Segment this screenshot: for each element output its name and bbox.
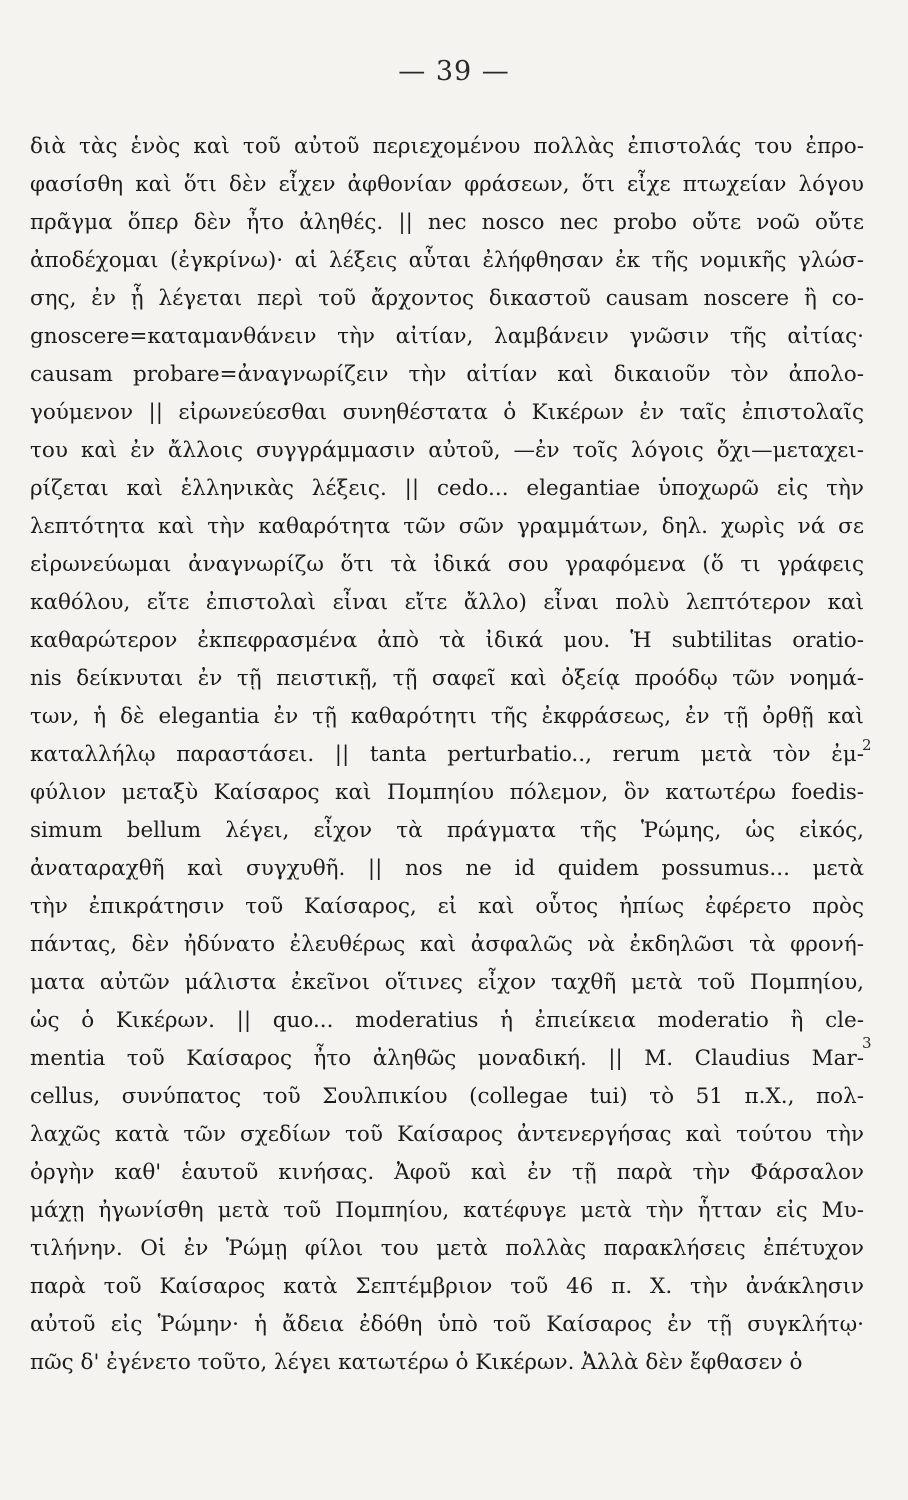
- text-line: ἀναταραχθῆ καὶ συγχυθῆ. || nos ne id quidem possumus... μετὰ: [30, 856, 864, 881]
- text-line: ὡς ὁ Κικέρων. || quo... moderatius ἡ ἐπιείκεια moderatio ἢ cle-: [30, 1008, 864, 1033]
- text-line: καθόλου, εἴτε ἐπιστολαὶ εἶναι εἴτε ἄλλο) εἶναι πολὺ λεπτότερον καὶ: [30, 590, 864, 615]
- text-line: μάχῃ ἠγωνίσθη μετὰ τοῦ Πομπηίου, κατέφυγε μετὰ τὴν ἧτταν εἰς Μυ-: [30, 1198, 864, 1223]
- text-line: σης, ἐν ᾗ λέγεται περὶ τοῦ ἄρχοντος δικαστοῦ causam noscere ἢ co-: [30, 286, 864, 311]
- page-number: — 39 —: [398, 56, 510, 87]
- text-line: causam probare=ἀναγνωρίζειν τὴν αἰτίαν καὶ δικαιοῦν τὸν ἀπολο-: [30, 362, 864, 387]
- text-line: ἀποδέχομαι (ἐγκρίνω)· αἱ λέξεις αὗται ἐλήφθησαν ἐκ τῆς νομικῆς γλώσ-: [30, 248, 864, 273]
- text-line: εἰρωνεύωμαι ἀναγνωρίζω ὅτι τὰ ἰδικά σου γραφόμενα (ὅ τι γράφεις: [30, 552, 864, 577]
- text-line: πρᾶγμα ὅπερ δὲν ἦτο ἀληθές. || nec nosco nec probo οὔτε νοῶ οὔτε: [30, 210, 864, 235]
- text-line: καταλλήλῳ παραστάσει. || tanta perturbatio.., rerum μετὰ τὸν ἐμ-: [30, 742, 864, 767]
- text-line: ματα αὐτῶν μάλιστα ἐκεῖνοι οἵτινες εἶχον ταχθῆ μετὰ τοῦ Πομπηίου,: [30, 970, 864, 995]
- margin-note-2: 2: [862, 736, 872, 754]
- text-line: παρὰ τοῦ Καίσαρος κατὰ Σεπτέμβριον τοῦ 46 π. Χ. τὴν ἀνάκλησιν: [30, 1274, 864, 1299]
- text-line: mentia τοῦ Καίσαρος ἦτο ἀληθῶς μοναδική. || M. Claudius Mar-: [30, 1046, 864, 1071]
- text-line: πῶς δ' ἐγένετο τοῦτο, λέγει κατωτέρω ὁ Κικέρων. Ἀλλὰ δὲν ἔφθασεν ὁ: [30, 1350, 803, 1375]
- text-line: του καὶ ἐν ἄλλοις συγγράμμασιν αὐτοῦ, —ἐν τοῖς λόγοις ὄχι—μεταχει-: [30, 438, 864, 463]
- text-line: πάντας, δὲν ἠδύνατο ἐλευθέρως καὶ ἀσφαλῶς νὰ ἐκδηλῶσι τὰ φρονή-: [30, 932, 864, 957]
- text-line: των, ἡ δὲ elegantia ἐν τῇ καθαρότητι τῆς ἐκφράσεως, ἐν τῇ ὀρθῇ καὶ: [30, 704, 864, 729]
- text-line: λαχῶς κατὰ τῶν σχεδίων τοῦ Καίσαρος ἀντενεργήσας καὶ τούτου τὴν: [30, 1122, 864, 1147]
- text-line: τὴν ἐπικράτησιν τοῦ Καίσαρος, εἰ καὶ οὗτος ἠπίως ἐφέρετο πρὸς: [30, 894, 864, 919]
- text-line: αὐτοῦ εἰς Ῥώμην· ἡ ἄδεια ἐδόθη ὑπὸ τοῦ Καίσαρος ἐν τῇ συγκλήτῳ·: [30, 1312, 864, 1337]
- text-line: λεπτότητα καὶ τὴν καθαρότητα τῶν σῶν γραμμάτων, δηλ. χωρὶς νά σε: [30, 514, 864, 539]
- text-line: φασίσθη καὶ ὅτι δὲν εἶχεν ἀφθονίαν φράσεων, ὅτι εἶχε πτωχείαν λόγου: [30, 172, 864, 197]
- text-line: gnoscere=καταμανθάνειν τὴν αἰτίαν, λαμβάνειν γνῶσιν τῆς αἰτίας·: [30, 324, 864, 349]
- text-line: διὰ τὰς ἑνὸς καὶ τοῦ αὐτοῦ περιεχομένου πολλὰς ἐπιστολάς του ἐπρο-: [30, 134, 864, 159]
- commentary-text: [30, 128, 864, 1382]
- text-line: simum bellum λέγει, εἶχον τὰ πράγματα τῆς Ῥώμης, ὡς εἰκός,: [30, 818, 864, 843]
- text-line: τιλήνην. Οἱ ἐν Ῥώμῃ φίλοι του μετὰ πολλὰς παρακλήσεις ἐπέτυχον: [30, 1236, 864, 1261]
- text-line: ὀργὴν καθ' ἑαυτοῦ κινήσας. Ἀφοῦ καὶ ἐν τῇ παρὰ τὴν Φάρσαλον: [30, 1160, 864, 1185]
- text-line: γούμενον || εἰρωνεύεσθαι συνηθέστατα ὁ Κικέρων ἐν ταῖς ἐπιστολαῖς: [30, 400, 864, 425]
- text-line: φύλιον μεταξὺ Καίσαρος καὶ Πομπηίου πόλεμον, ὃν κατωτέρω foedis-: [30, 780, 864, 805]
- text-line: καθαρώτερον ἐκπεφρασμένα ἀπὸ τὰ ἰδικά μου. Ἡ subtilitas oratio-: [30, 628, 864, 653]
- text-line: nis δείκνυται ἐν τῇ πειστικῇ, τῇ σαφεῖ καὶ ὀξείᾳ προόδῳ τῶν νοημά-: [30, 666, 864, 691]
- text-line: ρίζεται καὶ ἑλληνικὰς λέξεις. || cedo... elegantiae ὑποχωρῶ εἰς τὴν: [30, 476, 864, 501]
- margin-note-3: 3: [862, 1034, 872, 1052]
- text-line: cellus, συνύπατος τοῦ Σουλπικίου (collegae tui) τὸ 51 π.Χ., πολ-: [30, 1084, 864, 1109]
